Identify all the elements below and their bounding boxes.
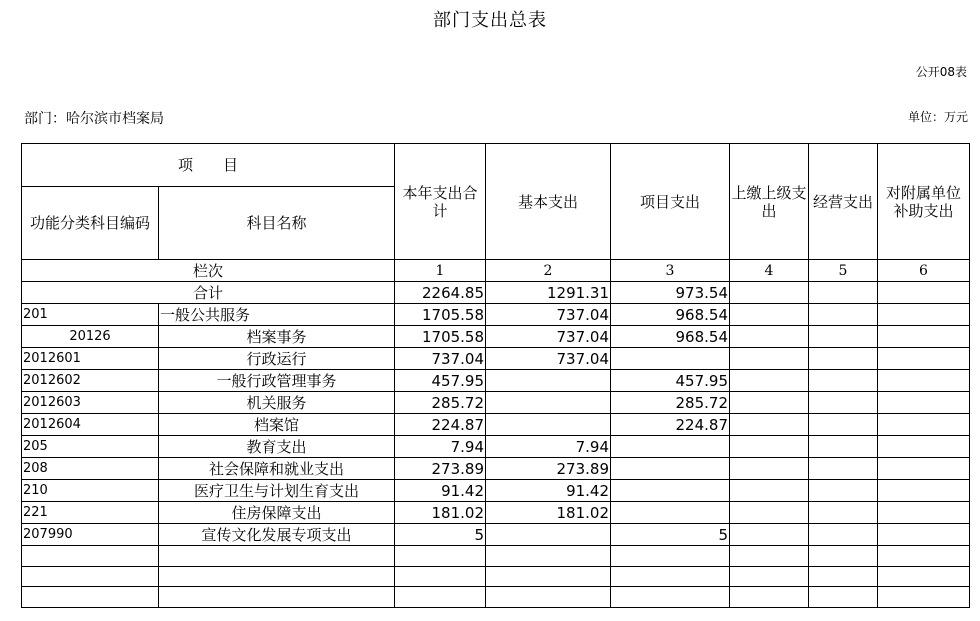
empty-cell (486, 546, 611, 567)
empty-cell (730, 587, 809, 608)
empty-cell (730, 458, 809, 480)
project-cell (611, 436, 730, 458)
project-cell (611, 458, 730, 480)
basic-cell: 737.04 (486, 348, 611, 370)
total-cell: 737.04 (395, 348, 486, 370)
subject-name-cell: 档案馆 (159, 414, 395, 436)
empty-cell (878, 436, 970, 458)
empty-cell (878, 566, 970, 587)
total-basic-cell: 1291.31 (486, 282, 611, 304)
empty-cell (486, 566, 611, 587)
empty-cell (878, 304, 970, 326)
subject-name-cell: 宣传文化发展专项支出 (159, 524, 395, 546)
project-cell (611, 502, 730, 524)
empty-cell (730, 304, 809, 326)
empty-cell (809, 326, 878, 348)
code-cell: 2012602 (22, 370, 159, 392)
empty-cell (730, 392, 809, 414)
total-cell: 181.02 (395, 502, 486, 524)
code-cell: 2012604 (22, 414, 159, 436)
subject-name-cell: 一般行政管理事务 (159, 370, 395, 392)
empty-cell (809, 502, 878, 524)
page-title: 部门支出总表 (433, 10, 547, 31)
table-row (22, 392, 970, 414)
empty-cell (809, 480, 878, 502)
table-row (22, 370, 970, 392)
project-cell (611, 348, 730, 370)
empty-cell (486, 587, 611, 608)
table-row (22, 348, 970, 370)
empty-cell (730, 524, 809, 546)
expenditure-table (21, 143, 970, 608)
empty-cell (809, 370, 878, 392)
empty-cell (878, 414, 970, 436)
subject-name-cell: 教育支出 (159, 436, 395, 458)
code-cell: 210 (22, 480, 159, 502)
empty-cell (611, 587, 730, 608)
project-cell: 457.95 (611, 370, 730, 392)
empty-cell (22, 546, 159, 567)
empty-cell (878, 282, 970, 304)
code-cell: 208 (22, 458, 159, 480)
empty-cell (730, 326, 809, 348)
empty-cell (809, 282, 878, 304)
table-row (22, 524, 970, 546)
project-cell: 968.54 (611, 326, 730, 348)
business-header: 经营支出 (809, 144, 878, 260)
empty-row (22, 546, 970, 567)
table-row (22, 458, 970, 480)
subject-name-cell: 医疗卫生与计划生育支出 (159, 480, 395, 502)
basic-header: 基本支出 (486, 144, 611, 260)
table-row (22, 326, 970, 348)
project-cell (611, 480, 730, 502)
subject-name-cell: 行政运行 (159, 348, 395, 370)
empty-cell (878, 546, 970, 567)
index-cell: 6 (878, 260, 970, 282)
subject-name-cell: 一般公共服务 (159, 304, 395, 326)
basic-cell (486, 392, 611, 414)
total-cell: 224.87 (395, 414, 486, 436)
code-cell: 205 (22, 436, 159, 458)
subsidy-header: 对附属单位补助支出 (878, 144, 970, 260)
empty-cell (395, 566, 486, 587)
empty-cell (809, 304, 878, 326)
subject-name-header: 科目名称 (159, 187, 395, 260)
empty-cell (809, 392, 878, 414)
index-cell: 2 (486, 260, 611, 282)
total-cell: 5 (395, 524, 486, 546)
empty-cell (809, 348, 878, 370)
empty-cell (395, 546, 486, 567)
table-row (22, 304, 970, 326)
empty-cell (878, 458, 970, 480)
code-cell: 201 (22, 304, 159, 326)
empty-cell (395, 587, 486, 608)
basic-cell: 737.04 (486, 304, 611, 326)
func-code-header: 功能分类科目编码 (22, 187, 159, 260)
total-sum-cell: 2264.85 (395, 282, 486, 304)
basic-cell: 7.94 (486, 436, 611, 458)
subject-name-cell: 住房保障支出 (159, 502, 395, 524)
empty-cell (730, 566, 809, 587)
empty-cell (730, 348, 809, 370)
empty-cell (611, 566, 730, 587)
empty-cell (809, 524, 878, 546)
subject-name-cell: 档案事务 (159, 326, 395, 348)
project-header: 项目支出 (611, 144, 730, 260)
empty-cell (159, 566, 395, 587)
empty-cell (878, 348, 970, 370)
item-group-header: 项 目 (22, 144, 395, 187)
empty-cell (730, 414, 809, 436)
total-cell: 273.89 (395, 458, 486, 480)
basic-cell (486, 524, 611, 546)
empty-row (22, 566, 970, 587)
empty-cell (878, 370, 970, 392)
basic-cell: 737.04 (486, 326, 611, 348)
code-cell: 20126 (22, 326, 159, 348)
total-label: 合计 (22, 282, 395, 304)
project-cell: 968.54 (611, 304, 730, 326)
empty-cell (22, 566, 159, 587)
empty-cell (730, 370, 809, 392)
basic-cell: 181.02 (486, 502, 611, 524)
table-row (22, 502, 970, 524)
total-cell: 91.42 (395, 480, 486, 502)
empty-cell (809, 414, 878, 436)
table-row (22, 414, 970, 436)
total-cell: 285.72 (395, 392, 486, 414)
empty-cell (611, 546, 730, 567)
empty-cell (878, 392, 970, 414)
form-number: 公开08表 (915, 65, 967, 79)
project-cell: 224.87 (611, 414, 730, 436)
empty-cell (159, 587, 395, 608)
empty-cell (730, 436, 809, 458)
empty-cell (809, 546, 878, 567)
upper-header: 上缴上级支出 (730, 144, 809, 260)
basic-cell: 273.89 (486, 458, 611, 480)
total-cell: 1705.58 (395, 326, 486, 348)
code-cell: 221 (22, 502, 159, 524)
basic-cell (486, 370, 611, 392)
total-cell: 1705.58 (395, 304, 486, 326)
code-cell: 207990 (22, 524, 159, 546)
basic-cell (486, 414, 611, 436)
unit-label: 单位：万元 (907, 110, 968, 124)
empty-cell (159, 546, 395, 567)
project-cell: 5 (611, 524, 730, 546)
total-project-cell: 973.54 (611, 282, 730, 304)
subject-name-cell: 社会保障和就业支出 (159, 458, 395, 480)
empty-cell (878, 587, 970, 608)
code-cell: 2012601 (22, 348, 159, 370)
subject-name-cell: 机关服务 (159, 392, 395, 414)
index-cell: 5 (809, 260, 878, 282)
empty-cell (878, 326, 970, 348)
empty-cell (22, 587, 159, 608)
index-cell: 1 (395, 260, 486, 282)
empty-cell (730, 480, 809, 502)
basic-cell: 91.42 (486, 480, 611, 502)
table-row (22, 480, 970, 502)
department-label: 部门：哈尔滨市档案局 (24, 111, 164, 127)
empty-cell (730, 282, 809, 304)
empty-cell (809, 458, 878, 480)
index-cell: 3 (611, 260, 730, 282)
total-header: 本年支出合计 (395, 144, 486, 260)
project-cell: 285.72 (611, 392, 730, 414)
empty-cell (878, 480, 970, 502)
empty-row (22, 587, 970, 608)
empty-cell (809, 436, 878, 458)
index-label: 栏次 (22, 260, 395, 282)
total-cell: 7.94 (395, 436, 486, 458)
empty-cell (878, 524, 970, 546)
code-cell: 2012603 (22, 392, 159, 414)
empty-cell (809, 566, 878, 587)
table-row (22, 436, 970, 458)
empty-cell (730, 546, 809, 567)
empty-cell (809, 587, 878, 608)
total-cell: 457.95 (395, 370, 486, 392)
index-cell: 4 (730, 260, 809, 282)
empty-cell (730, 502, 809, 524)
empty-cell (878, 502, 970, 524)
